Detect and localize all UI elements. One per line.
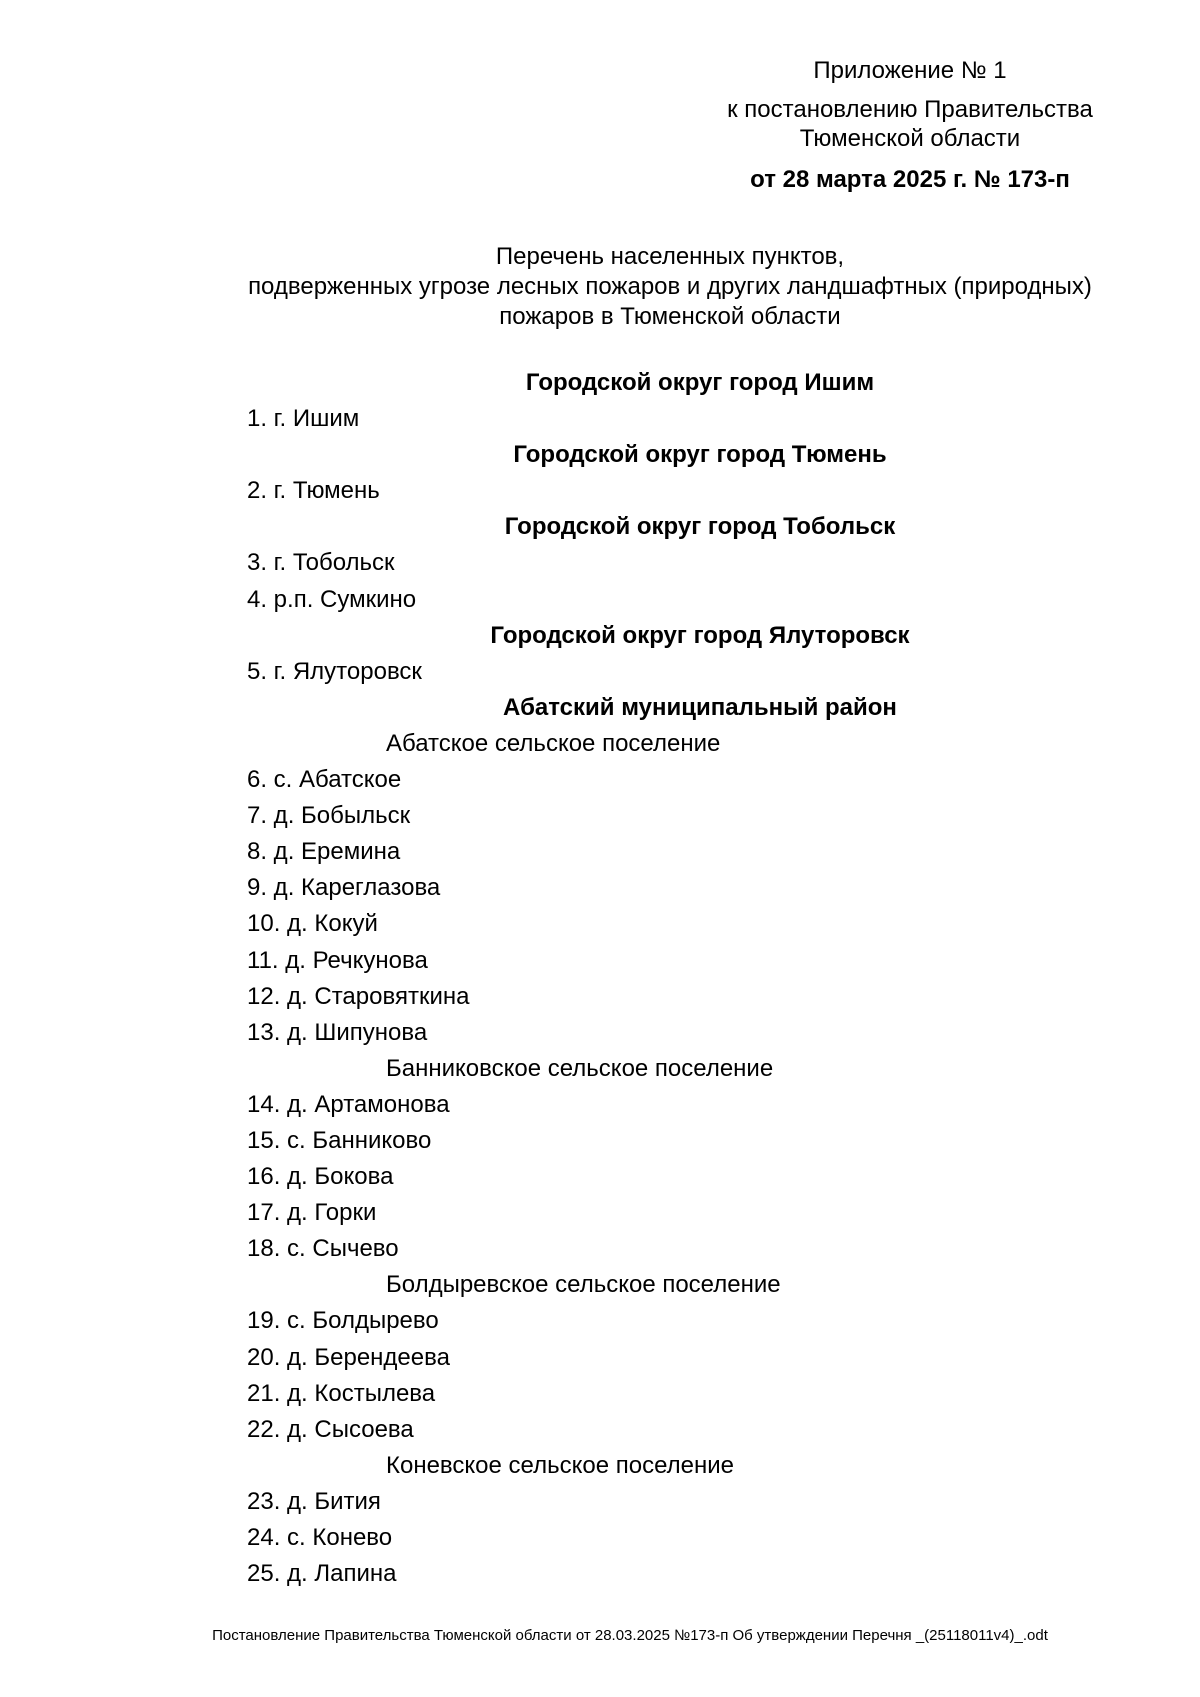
settlement-item: 17. д. Горки bbox=[247, 1199, 377, 1227]
district-heading: Городской округ город Тобольск bbox=[504, 513, 896, 541]
settlement-group-heading: Банниковское сельское поселение bbox=[386, 1054, 774, 1082]
settlement-item: 9. д. Кареглазова bbox=[247, 874, 441, 902]
appendix-region: Тюменской области bbox=[799, 125, 1021, 152]
settlement-group-heading: Коневское сельское поселение bbox=[386, 1451, 734, 1479]
settlement-item: 14. д. Артамонова bbox=[247, 1090, 450, 1118]
appendix-date: от 28 марта 2025 г. № 173-п bbox=[750, 166, 1070, 193]
settlement-item: 13. д. Шипунова bbox=[247, 1018, 428, 1046]
settlement-item: 22. д. Сысоева bbox=[247, 1415, 414, 1443]
district-heading: Городской округ город Тюмень bbox=[513, 441, 887, 469]
settlement-item: 23. д. Бития bbox=[247, 1487, 381, 1515]
document-title-line: подверженных угрозе лесных пожаров и других ландшафтных (природных) bbox=[248, 273, 1092, 300]
page-footer: Постановление Правительства Тюменской области от 28.03.2025 №173-п Об утверждении Перечня _(25118011v4)_.odt bbox=[212, 1627, 1048, 1644]
district-heading: Абатский муниципальный район bbox=[503, 693, 897, 721]
settlement-group-heading: Абатское сельское поселение bbox=[386, 729, 721, 757]
appendix-header bbox=[700, 56, 1120, 194]
settlement-item: 19. с. Болдырево bbox=[247, 1307, 439, 1335]
settlement-item: 12. д. Старовяткина bbox=[247, 982, 470, 1010]
settlement-item: 1. г. Ишим bbox=[247, 405, 360, 433]
document-title-line: пожаров в Тюменской области bbox=[499, 303, 841, 330]
settlement-item: 18. с. Сычево bbox=[247, 1235, 399, 1263]
settlement-list bbox=[0, 365, 1200, 1592]
settlement-item: 5. г. Ялуторовск bbox=[247, 657, 422, 685]
settlement-item: 24. с. Конево bbox=[247, 1524, 393, 1551]
settlement-item: 7. д. Бобыльск bbox=[247, 802, 411, 830]
settlement-item: 10. д. Кокуй bbox=[247, 910, 378, 938]
settlement-item: 25. д. Лапина bbox=[247, 1560, 397, 1588]
document-title-line: Перечень населенных пунктов, bbox=[495, 243, 845, 270]
district-heading: Городской округ город Ялуторовск bbox=[490, 621, 910, 649]
settlement-item: 2. г. Тюмень bbox=[247, 477, 380, 505]
appendix-decree-reference: к постановлению Правительства bbox=[727, 96, 1093, 123]
settlement-item: 6. с. Абатское bbox=[247, 766, 402, 794]
district-heading: Городской округ город Ишим bbox=[525, 369, 875, 396]
settlement-item: 11. д. Речкунова bbox=[247, 946, 428, 974]
document-title bbox=[150, 242, 1190, 332]
settlement-group-heading: Болдыревское сельское поселение bbox=[386, 1271, 781, 1299]
settlement-item: 4. р.п. Сумкино bbox=[247, 585, 417, 613]
appendix-title: Приложение № 1 bbox=[813, 57, 1007, 84]
settlement-item: 16. д. Бокова bbox=[247, 1163, 394, 1191]
settlement-item: 21. д. Костылева bbox=[247, 1379, 436, 1407]
settlement-item: 8. д. Еремина bbox=[247, 838, 401, 866]
settlement-item: 15. с. Банниково bbox=[247, 1126, 432, 1154]
settlement-item: 20. д. Берендеева bbox=[247, 1343, 450, 1371]
settlement-item: 3. г. Тобольск bbox=[247, 549, 395, 577]
